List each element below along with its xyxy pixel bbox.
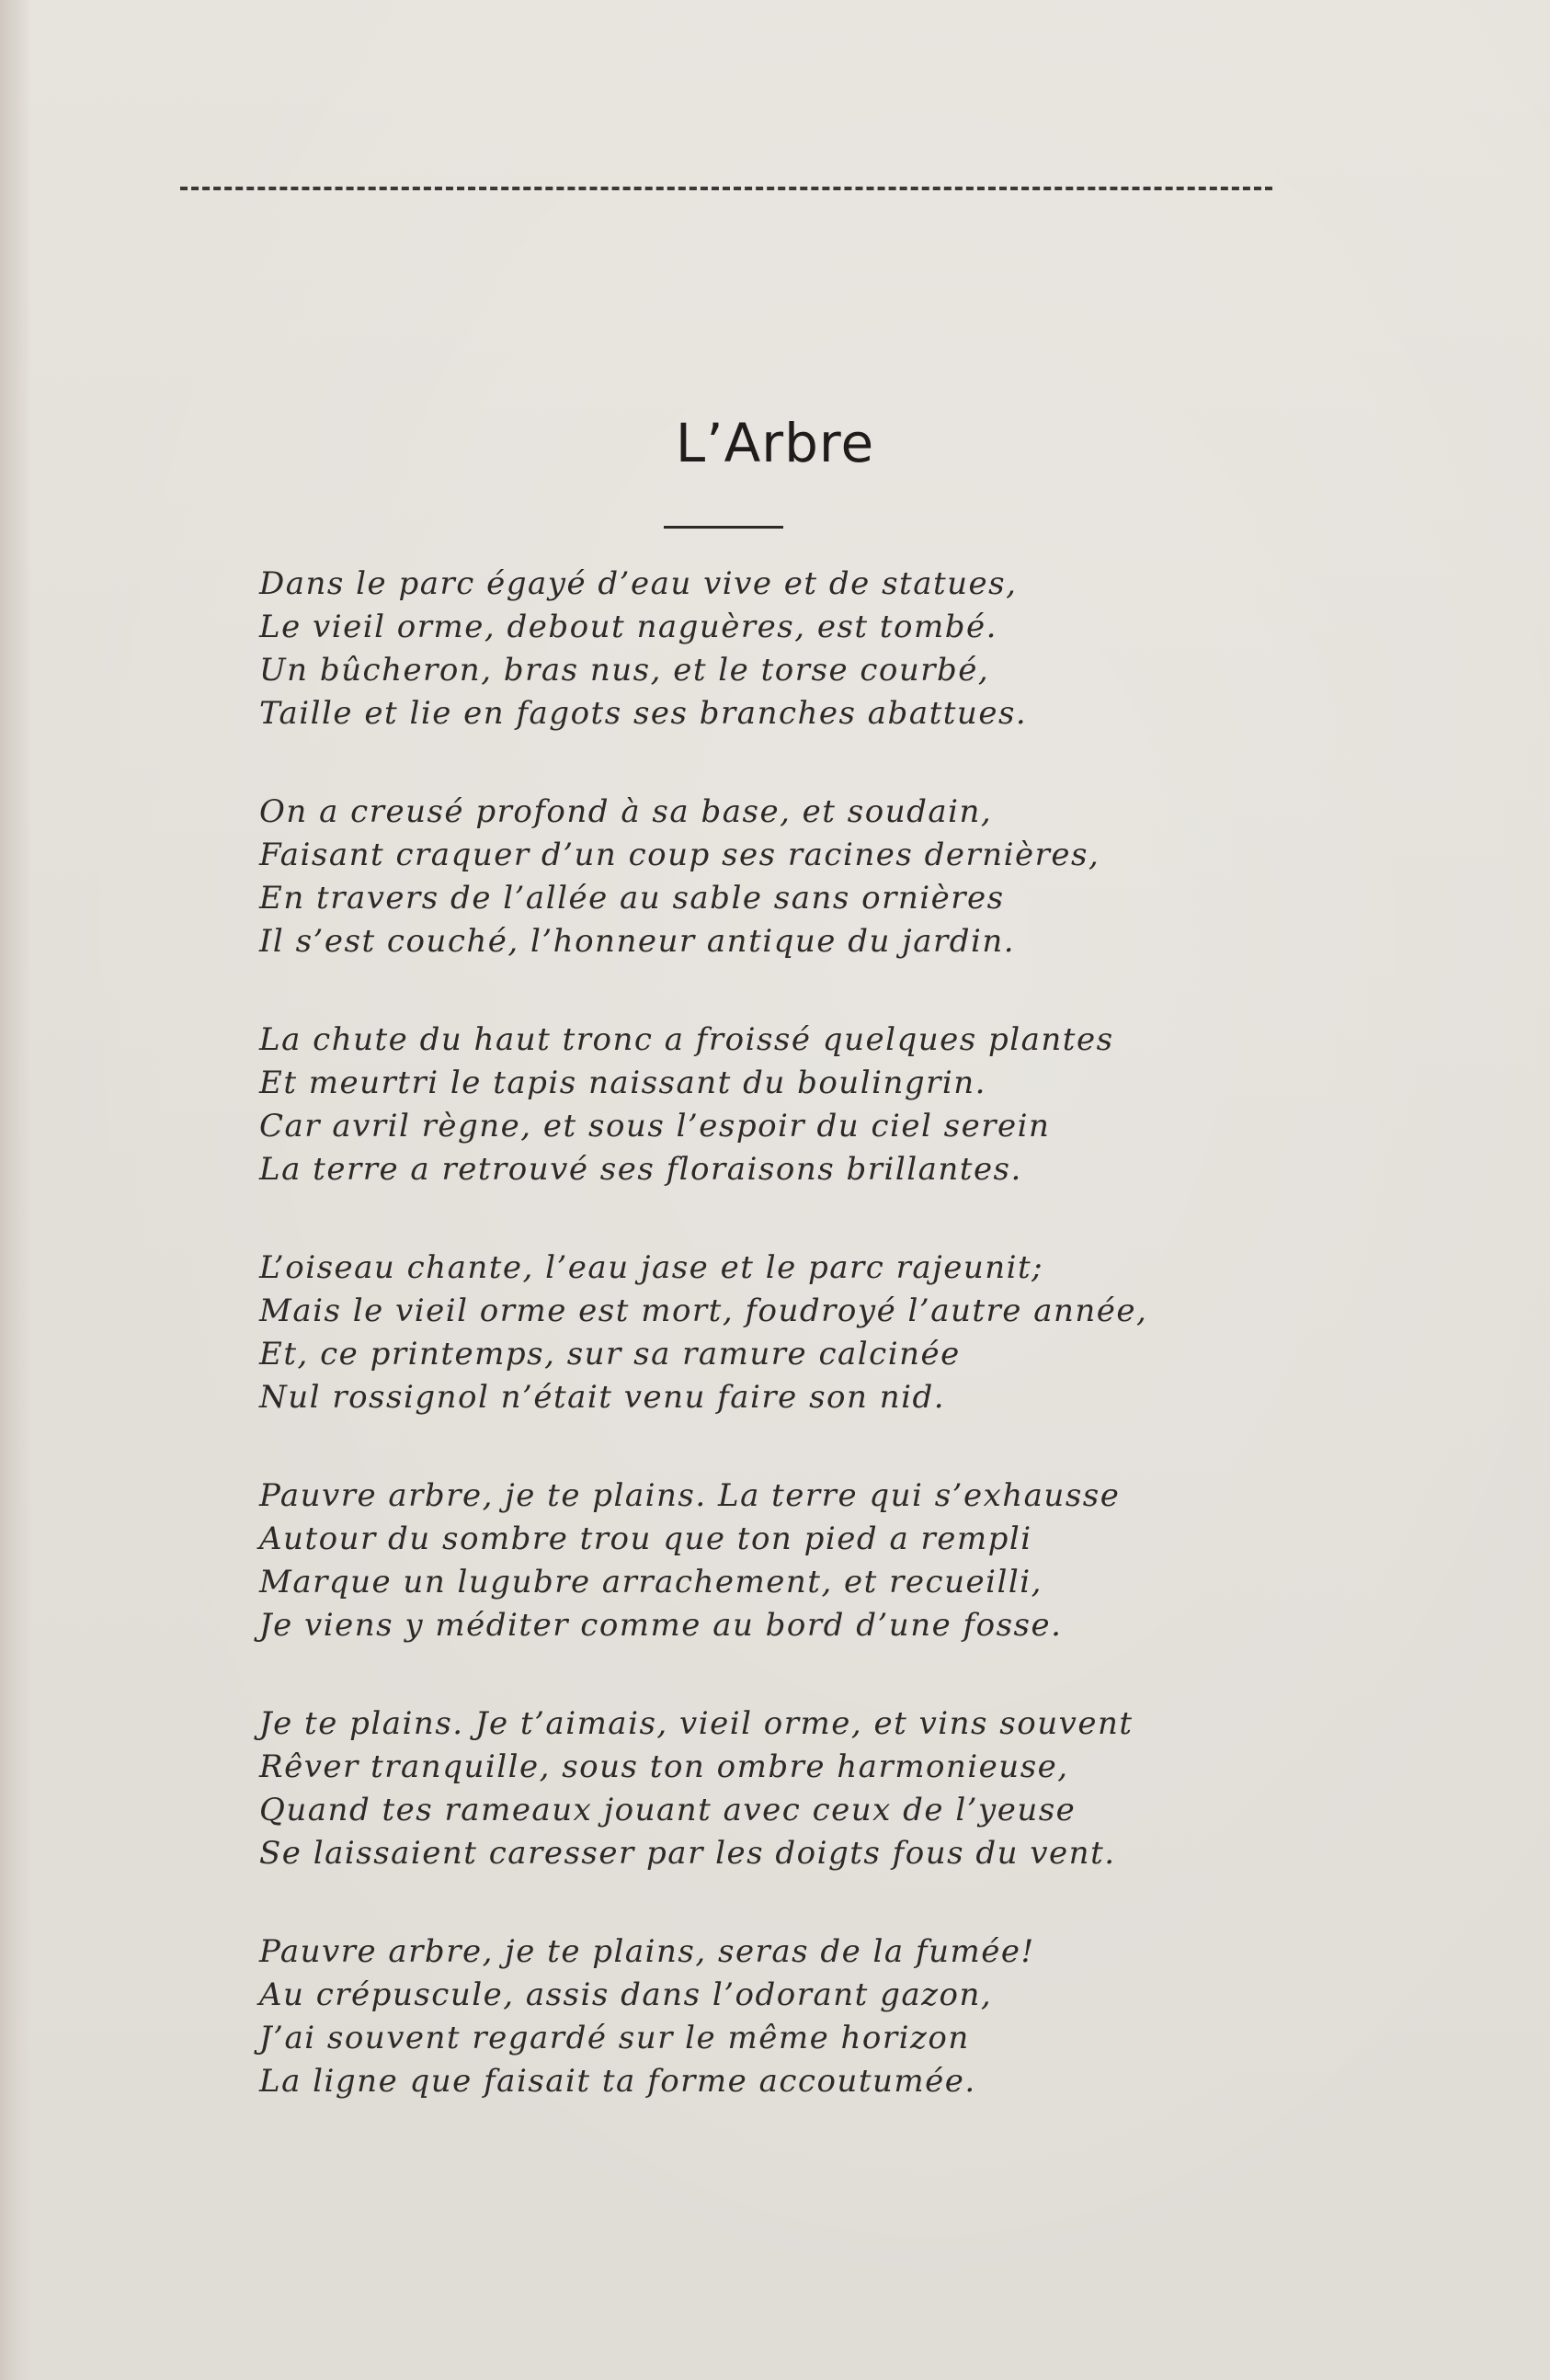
title-underline xyxy=(664,526,783,529)
verse-line: La terre a retrouvé ses floraisons brillantes. xyxy=(259,1151,1022,1188)
verse-line: Et, ce printemps, sur sa ramure calcinée xyxy=(259,1336,961,1372)
verse-line: Et meurtri le tapis naissant du boulingrin. xyxy=(259,1065,986,1101)
verse-line: Je te plains. Je t’aimais, vieil orme, et vins souvent xyxy=(259,1705,1134,1742)
top-dashed-rule xyxy=(180,187,1272,190)
verse-line: Car avril règne, et sous l’espoir du ciel serein xyxy=(259,1108,1051,1144)
verse-line: En travers de l’allée au sable sans ornières xyxy=(259,880,1005,917)
verse-line: La chute du haut tronc a froissé quelques plantes xyxy=(259,1021,1114,1058)
verse-line: Un bûcheron, bras nus, et le torse courbé, xyxy=(259,652,990,689)
poem-title: L’Arbre xyxy=(675,412,875,474)
verse-line: On a creusé profond à sa base, et soudain, xyxy=(259,793,993,830)
verse-line: La ligne que faisait ta forme accoutumée. xyxy=(259,2063,976,2100)
stanza-7 xyxy=(259,1930,1271,2103)
verse-line: Se laissaient caresser par les doigts fous du vent. xyxy=(259,1835,1116,1872)
verse-line: Pauvre arbre, je te plains, seras de la fumée! xyxy=(259,1933,1035,1970)
page-gutter-shadow xyxy=(0,0,31,2380)
stanza-4 xyxy=(259,1247,1271,1419)
verse-line: Je viens y méditer comme au bord d’une fosse. xyxy=(259,1607,1063,1644)
stanza-3 xyxy=(259,1019,1271,1191)
verse-line: Quand tes rameaux jouant avec ceux de l’yeuse xyxy=(259,1792,1077,1828)
stanza-5 xyxy=(259,1475,1271,1647)
verse-line: Autour du sombre trou que ton pied a rempli xyxy=(259,1520,1032,1557)
verse-line: J’ai souvent regardé sur le même horizon xyxy=(259,2020,970,2056)
verse-line: Taille et lie en fagots ses branches abattues. xyxy=(259,695,1028,732)
verse-line: Marque un lugubre arrachement, et recueilli, xyxy=(259,1564,1043,1600)
stanza-6 xyxy=(259,1702,1271,1875)
poem-body xyxy=(259,563,1271,2158)
verse-line: Rêver tranquille, sous ton ombre harmonieuse, xyxy=(259,1748,1069,1785)
verse-line: Le vieil orme, debout naguères, est tombé. xyxy=(259,609,997,645)
stanza-2 xyxy=(259,791,1271,963)
verse-line: Pauvre arbre, je te plains. La terre qui s’exhausse xyxy=(259,1477,1121,1514)
verse-line: Au crépuscule, assis dans l’odorant gazon, xyxy=(259,1976,993,2013)
stanza-1 xyxy=(259,563,1271,735)
verse-line: Il s’est couché, l’honneur antique du jardin. xyxy=(259,923,1016,960)
verse-line: Dans le parc égayé d’eau vive et de statues, xyxy=(259,565,1018,602)
verse-line: Faisant craquer d’un coup ses racines dernières, xyxy=(259,837,1100,873)
verse-line: Mais le vieil orme est mort, foudroyé l’autre année, xyxy=(259,1292,1148,1329)
verse-line: Nul rossignol n’était venu faire son nid. xyxy=(259,1379,946,1416)
verse-line: L’oiseau chante, l’eau jase et le parc rajeunit; xyxy=(259,1249,1044,1286)
